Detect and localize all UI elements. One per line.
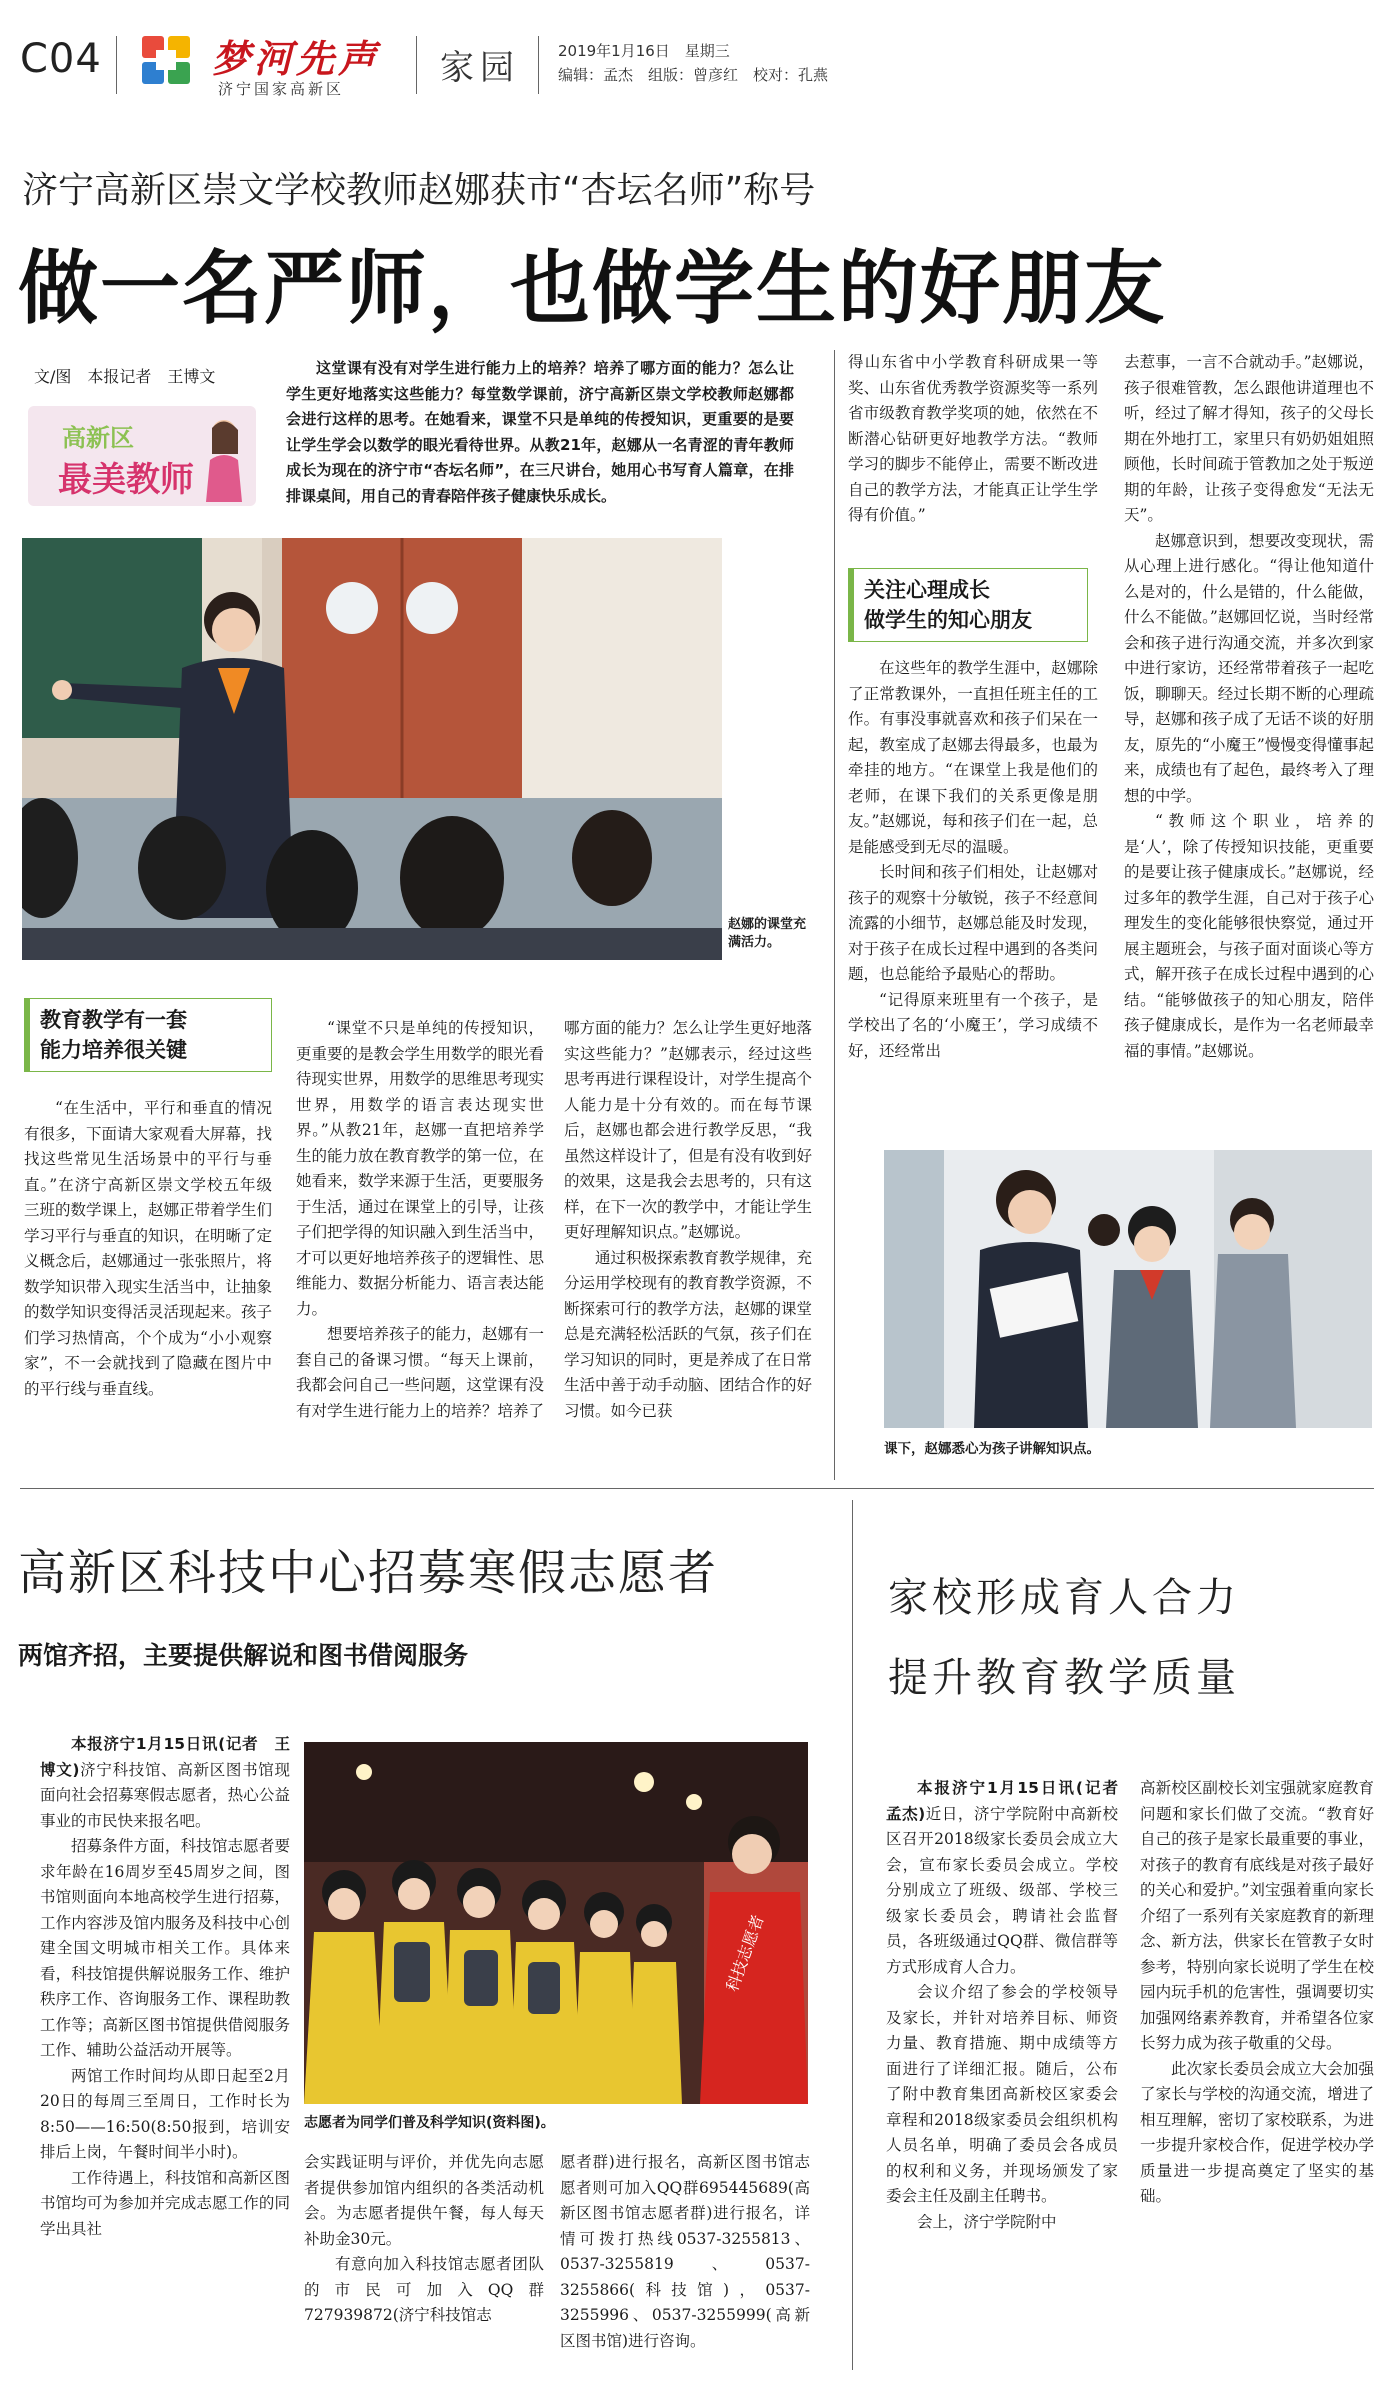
kicker-headline: 济宁高新区崇文学校教师赵娜获市“杏坛名师”称号: [22, 170, 816, 211]
issue-date: 2019年1月16日 星期三: [558, 42, 730, 60]
lead-col5b-text: 赵娜意识到，想要改变现状，需从心理上进行感化。“得让他知道什么是对的，什么是错的，什么能做，什么不能做。”赵娜回忆说，当时经常会和孩子进行沟通交流，并多次到家中进行家访，还经常带着孩子一起吃饭，聊聊天。经过长期不断的心理疏导，赵娜和孩子成了无话不谈的好朋友，原先的“小魔王”慢慢变得懂事起来，成绩也有了起色，最终考入了理想的中学。: [1124, 531, 1374, 805]
story2-p1: 济宁科技馆、高新区图书馆现面向社会招募寒假志愿者，热心公益事业的市民快来报名吧。: [40, 1760, 290, 1830]
story2-dateline-para: [40, 1732, 290, 1834]
subhead2-line1: 关注心理成长: [864, 578, 990, 602]
story3-p3: 会上，济宁学院附中: [917, 2212, 1057, 2231]
volunteer-photo: [304, 1742, 808, 2104]
story2-column-2: [304, 2150, 544, 2329]
masthead-divider: [416, 36, 417, 94]
story3-p1: 近日，济宁学院附中高新校区召开2018级家长委员会成立大会，宣布家长委员会成立。学校分别成立了班级、级部、学校三级家长委员会，聘请社会监督员，各班级通过QQ群、微信群等方式形成育人合力。: [886, 1804, 1118, 1976]
vest-text: 科技志愿者: [722, 1912, 768, 1995]
lead-column-2: [296, 1016, 544, 1424]
main-headline: 做一名严师，也做学生的好朋友: [18, 242, 1166, 335]
lead-col3a-text: 哪方面的能力？怎么让学生更好地落实这些能力？”赵娜表示，经过这些思考再进行课程设计，对学生提高个人能力是十分有效的。而在每节课后，赵娜也都会进行教学反思，“我虽然这样设计了，但是有没有收到好的效果，这是我会去思考的，只有这样，在下一次的教学中，才能让学生更好理解知识点。”赵娜说。: [564, 1019, 813, 1241]
column-rule: [834, 350, 835, 1480]
staff-credits: 编辑：孟杰 组版：曾彦红 校对：孔燕: [558, 66, 829, 84]
best-teacher-badge: [28, 406, 256, 506]
story2-p5: 会实践证明与评价，并优先向志愿者提供参加馆内组织的各类活动机会。为志愿者提供午餐，每人每天补助金30元。: [304, 2153, 544, 2248]
tutoring-photo: [884, 1150, 1372, 1428]
lead-column-1: [24, 1096, 272, 1402]
page-number: C04: [20, 36, 102, 82]
story2-p6: 有意向加入科技馆志愿者团队的市民可加入QQ群727939872(济宁科技馆志: [304, 2255, 544, 2324]
story3-column-1: [886, 1776, 1134, 2235]
section-name: 家园: [440, 48, 520, 88]
subhead-psychology: [848, 568, 1088, 642]
lead-col5c-text: “教师这个职业，培养的是‘人’，除了传授知识技能，更重要的是要让孩子健康成长。”赵娜说，经过多年的教学生涯，自己对于孩子心理发生的变化能够很快察觉，通过开展主题班会，与孩子面对面谈心等方式，解开孩子在成长过程中遇到的心结。“能够做孩子的知心朋友，陪伴孩子健康成长，是作为一名老师最幸福的事情。”赵娜说。: [1124, 812, 1374, 1060]
story3-headline-1: 家校形成育人合力: [888, 1575, 1240, 1621]
story3-p5: 此次家长委员会成立大会加强了家长与学校的沟通交流，增进了相互理解，密切了家校联系，为进一步提升家校合作，促进学校办学质量进一步提高奠定了坚实的基础。: [1140, 2059, 1374, 2205]
story2-column-1: [40, 1732, 290, 2242]
story2-dateline: 本报济宁1月15日讯(记者 王博文): [40, 1735, 290, 1779]
lead-col2a-text: “课堂不只是单纯的传授知识，更重要的是教会学生用数学的眼光看待现实世界，用数学的思维思考现实世界，用数学的语言表达现实世界。”从教21年，赵娜一直把培养学生的能力放在教育教学的第一位，在她看来，数学来源于生活，更要服务于生活，通过在课堂上的引导，让孩子们把学得的知识融入到生活当中，才可以更好地培养孩子的逻辑性、思维能力、数据分析能力、语言表达能力。: [296, 1019, 545, 1318]
badge-line2: 最美教师: [58, 460, 194, 500]
story3-p4: 高新校区副校长刘宝强就家庭教育问题和家长们做了交流。“教育好自己的孩子是家长最重要的事业，对孩子的教育有底线是对孩子最好的关心和爱护。”刘宝强着重向家长介绍了一系列有关家庭教育的新理念、新方法，供家长在管教子女时参考，特别向家长说明了学生在校园内玩手机的危害性，强调要切实加强网络素养教育，并希望各位家长努力成为孩子敬重的父母。: [1140, 1779, 1374, 2052]
story2-headline: 高新区科技中心招募寒假志愿者: [18, 1545, 719, 1601]
lead-col1-text: “在生活中，平行和垂直的情况有很多，下面请大家观看大屏幕，找找这些常见生活场景中的平行与垂直。”在济宁高新区崇文学校五年级三班的数学课上，赵娜正带着学生们学习平行与垂直的知识，在明晰了定义概念后，赵娜通过一张张照片，将数学知识带入现实生活当中，让抽象的数学知识变得活灵活现起来。孩子们学习热情高，个个成为“小小观察家”，不一会就找到了隐藏在图片中的平行线与垂直线。: [24, 1099, 273, 1398]
story3-dateline: 本报济宁1月15日讯(记者 孟杰): [886, 1779, 1134, 1823]
masthead-divider: [538, 36, 539, 94]
story3-p2: 会议介绍了参会的学校领导及家长，并针对培养目标、师资力量、教育措施、期中成绩等方面进行了详细汇报。随后，公布了附中教育集团高新校区家委会章程和2018级家委员会组织机构人员名单，明确了委员会各成员的权利和义务，并现场颁发了家委会主任及副主任聘书。: [886, 1983, 1118, 2205]
subhead-teaching: [24, 998, 272, 1072]
lead-col3b-text: 通过积极探索教育教学规律，充分运用学校现有的教育教学资源，不断探索可行的教学方法，赵娜的课堂总是充满轻松活跃的气氛，孩子们在学习知识的同时，更是养成了在日常生活中善于动手动脑、团结合作的好习惯。如今已获: [564, 1248, 813, 1420]
photo2-caption: 课下，赵娜悉心为孩子讲解知识点。: [884, 1441, 1100, 1457]
lead-column-5: [1124, 350, 1374, 1064]
column-rule: [852, 1500, 853, 2370]
lead-col4a-text: 得山东省中小学教育科研成果一等奖、山东省优秀教学资源奖等一系列省市级教育教学奖项的她，依然在不断潜心钻研更好地教学方法。“教师学习的脚步不能停止，需要不断改进自己的教学方法，才能真正让学生学得有价值。”: [848, 353, 1098, 524]
paper-name: 梦河先声: [212, 36, 381, 81]
subhead1-line2: 能力培养很关键: [40, 1038, 187, 1062]
subhead2-line2: 做学生的知心朋友: [864, 608, 1032, 632]
lead-column-3: [564, 1016, 812, 1424]
story2-column-3: [560, 2150, 810, 2354]
lead-col2b-text: 想要培养孩子的能力，赵娜有一套自己的备课习惯。“每天上课前，我都会问自己一些问题，这堂课有没有对学生进行能力上的培养？培养了: [296, 1325, 545, 1420]
paper-logo-icon: [140, 34, 192, 86]
masthead-divider: [116, 36, 117, 94]
story2-photo-caption: 志愿者为同学们普及科学知识(资料图)。: [304, 2115, 555, 2131]
lead-col4d-text: “记得原来班里有一个孩子，是学校出了名的‘小魔王’，学习成绩不好，还经常出: [848, 990, 1098, 1060]
classroom-photo: [22, 538, 722, 960]
lead-intro: [286, 356, 794, 509]
subhead1-line1: 教育教学有一套: [40, 1008, 187, 1032]
lead-col5a-text: 去惹事，一言不合就动手。”赵娜说，孩子很难管教，怎么跟他讲道理也不听，经过了解才得知，孩子的父母长期在外地打工，家里只有奶奶姐姐照顾他，长时间疏于管教加之处于叛逆期的年龄，让孩子变得愈发“无法无天”。: [1124, 353, 1374, 524]
lead-column-4b: [848, 656, 1098, 1064]
badge-line1: 高新区: [62, 424, 134, 452]
teacher-figure-icon: [192, 414, 252, 502]
story3-headline-2: 提升教育教学质量: [888, 1655, 1240, 1701]
story3-column-2: [1140, 1776, 1374, 2210]
story2-p3: 两馆工作时间均从即日起至2月20日的每周三至周日，工作时长为8:50——16:50(8:50报到，培训安排后上岗，午餐时间半小时)。: [40, 2066, 290, 2161]
story2-subheadline: 两馆齐招，主要提供解说和图书借阅服务: [18, 1641, 469, 1670]
lead-column-4: [848, 350, 1098, 529]
story2-p2: 招募条件方面，科技馆志愿者要求年龄在16周岁至45周岁之间，图书馆则面向本地高校学生进行招募，工作内容涉及馆内服务及科技中心创建全国文明城市相关工作。具体来看，科技馆提供解说服务工作、维护秩序工作、咨询服务工作、课程助教工作等；高新区图书馆提供借阅服务工作、辅助公益活动开展等。: [40, 1837, 290, 2059]
byline: 文/图 本报记者 王博文: [34, 367, 216, 386]
story2-p4: 工作待遇上，科技馆和高新区图书馆均可为参加并完成志愿工作的同学出具社: [40, 2168, 290, 2238]
section-divider: [20, 1488, 1374, 1489]
story3-dateline-para: [886, 1776, 1134, 1980]
story2-p7: 愿者群)进行报名，高新区图书馆志愿者则可加入QQ群695445689(高新区图书馆志愿者群)进行报名，详情可拨打热线0537-3255813、0537-3255819、0537-3255866(科技馆)，0537-3255996、0537-3255999(高新区图书馆)进行咨询。: [560, 2153, 810, 2350]
photo1-caption: 赵娜的课堂充满活力。: [728, 917, 807, 950]
lead-col4c-text: 长时间和孩子们相处，让赵娜对孩子的观察十分敏锐，孩子不经意间流露的小细节，赵娜总能及时发现，对于孩子在成长过程中遇到的各类问题，也总能给予最贴心的帮助。: [848, 863, 1098, 983]
lead-col4b-text: 在这些年的教学生涯中，赵娜除了正常教课外，一直担任班主任的工作。有事没事就喜欢和孩子们呆在一起，教室成了赵娜去得最多，也最为牵挂的地方。“在课堂上我是他们的老师，在课下我们的关系更像是朋友。”赵娜说，每和孩子们在一起，总是能感受到无尽的温暖。: [848, 659, 1098, 856]
intro-paragraph: 这堂课有没有对学生进行能力上的培养？培养了哪方面的能力？怎么让学生更好地落实这些能力？每堂数学课前，济宁高新区崇文学校教师赵娜都会进行这样的思考。在她看来，课堂不只是单纯的传授知识，更重要的是要让学生学会以数学的眼光看待世界。从教21年，赵娜从一名青涩的青年教师成长为现在的济宁市“杏坛名师”，在三尺讲台，她用心书写育人篇章，在排排课桌间，用自己的青春陪伴孩子健康快乐成长。: [286, 359, 794, 505]
paper-subname: 济宁国家高新区: [218, 80, 345, 98]
